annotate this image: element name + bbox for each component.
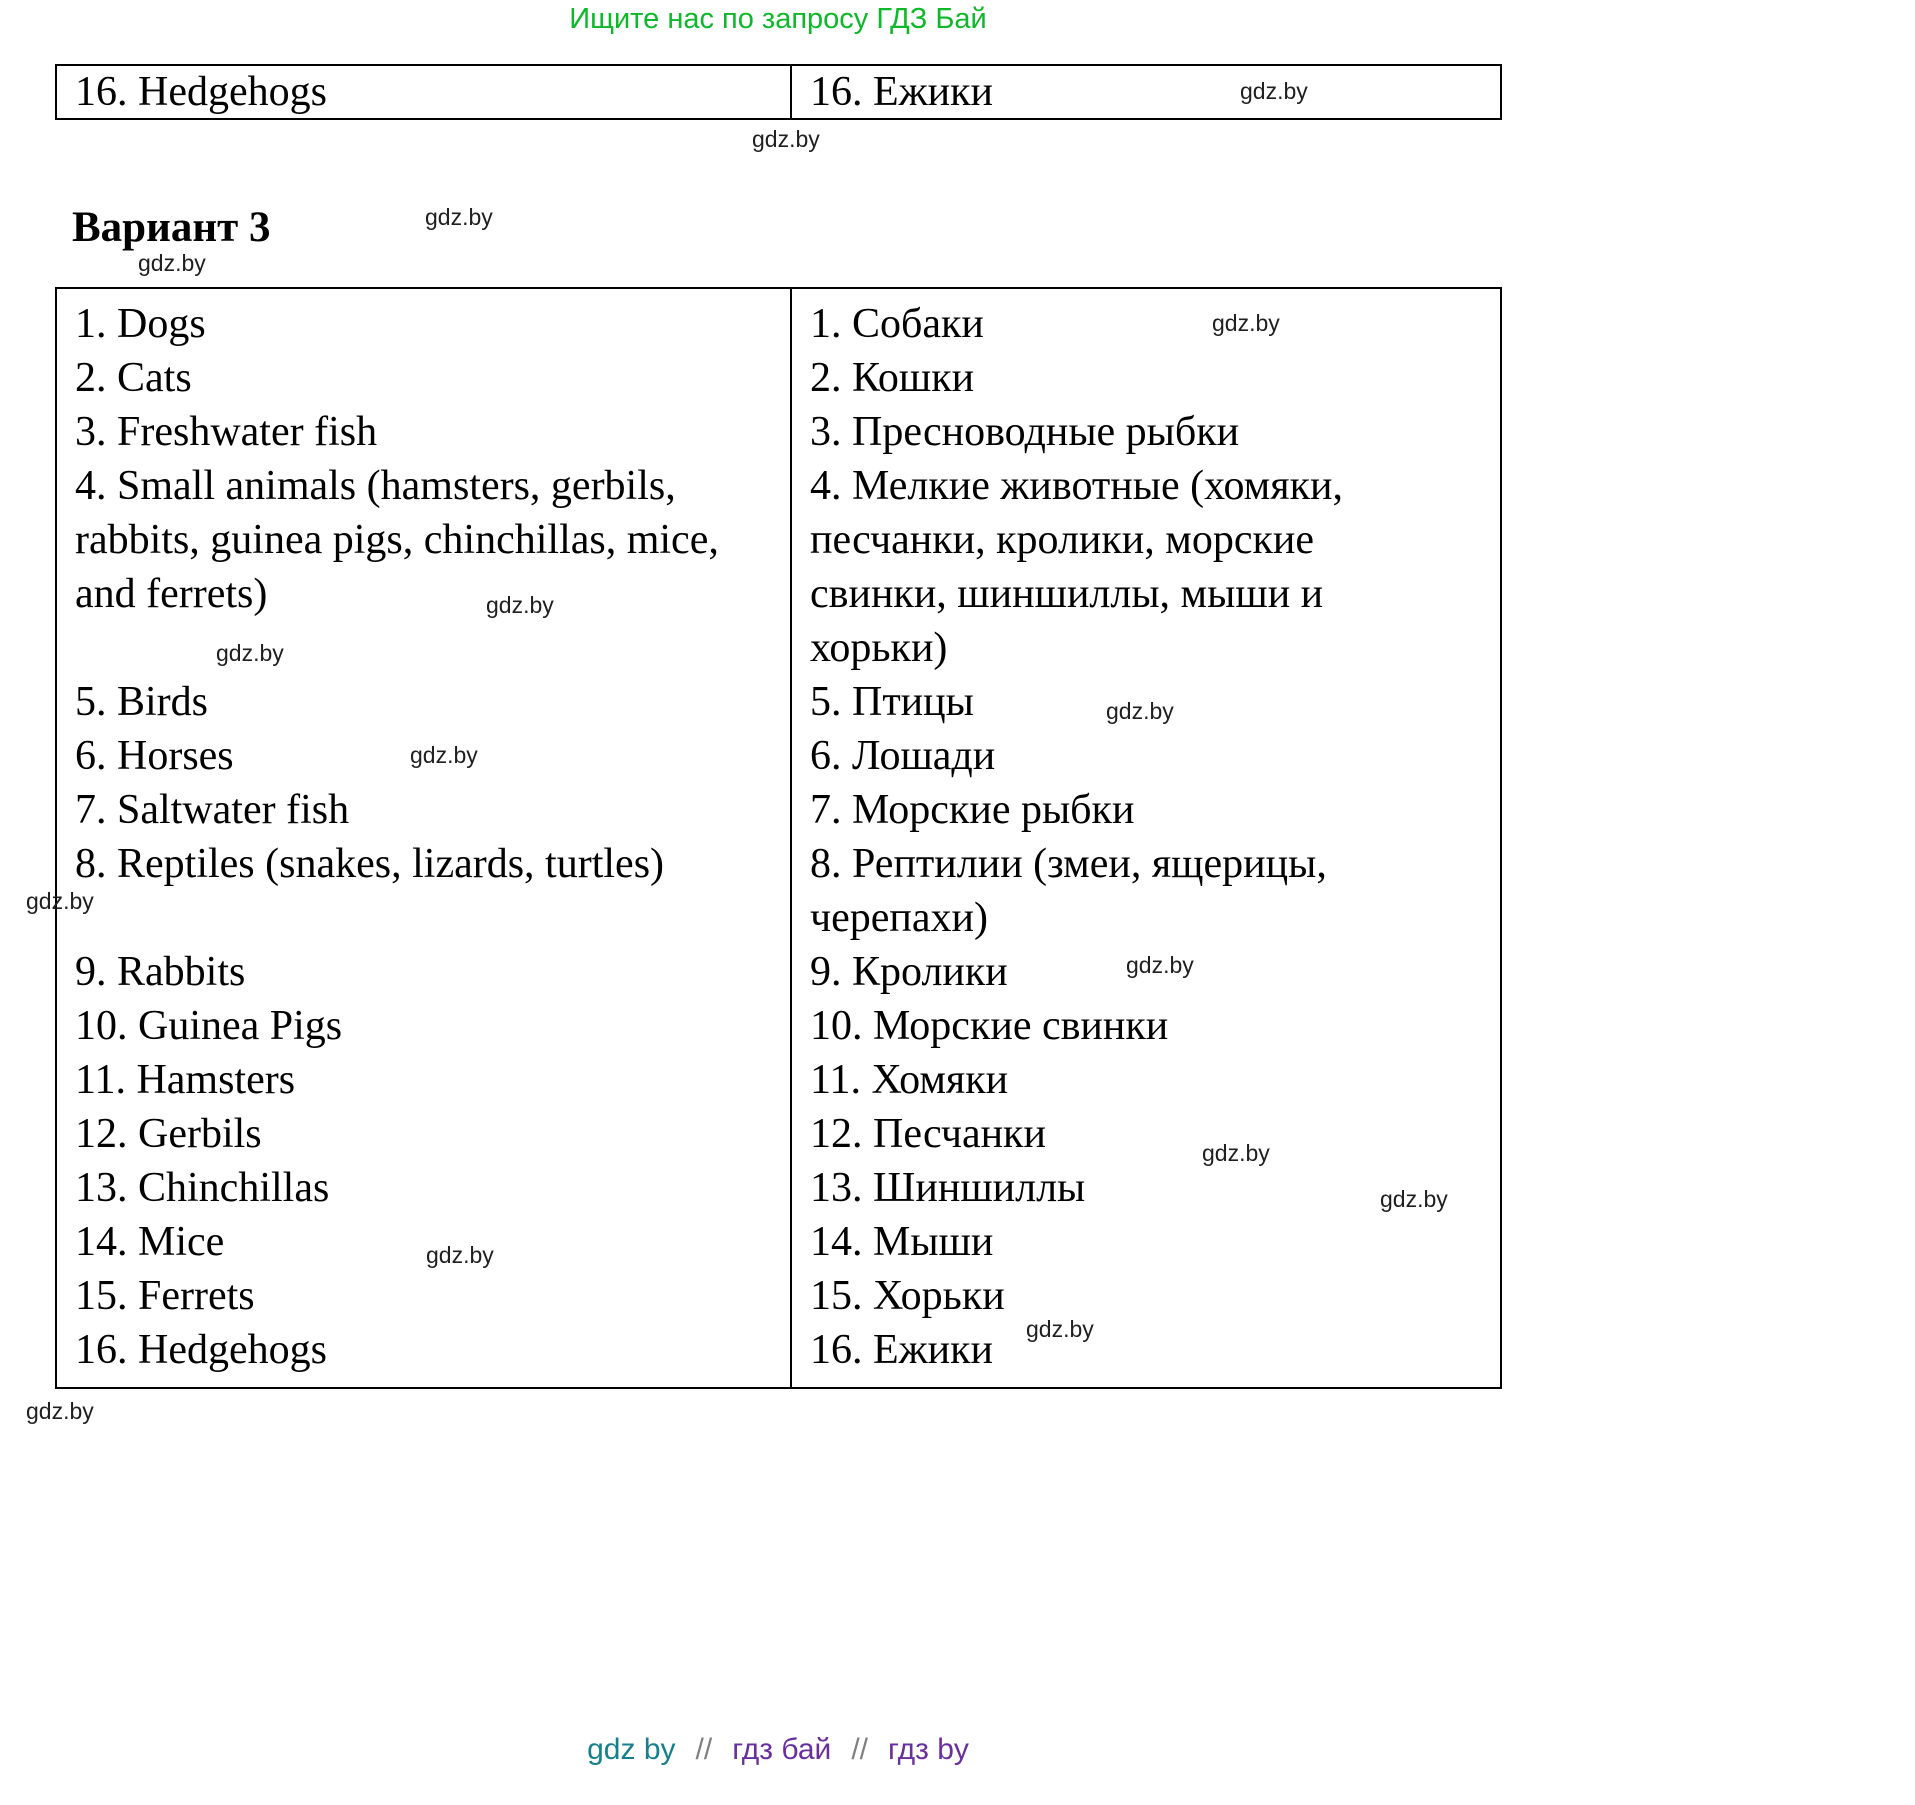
cell-en: 2. Cats xyxy=(75,355,192,401)
table-row xyxy=(56,1323,1501,1388)
cell-ru: 13. Шиншиллы xyxy=(791,1161,1501,1215)
cell-en: 14. Mice xyxy=(75,1219,225,1265)
cell-ru: 7. Морские рыбки xyxy=(791,783,1501,837)
cell-ru: 8. Рептилии (змеи, ящерицы, черепахи) xyxy=(791,837,1501,945)
watermark-gdz-by: gdz.by xyxy=(26,888,94,914)
cell-en: 16. Hedgehogs xyxy=(75,1327,327,1373)
cell-ru: 4. Мелкие животные (хомяки, песчанки, кролики, морские свинки, шиншиллы, мыши и хорьки) xyxy=(791,459,1501,675)
watermark-gdz-by: gdz.by xyxy=(1212,310,1280,336)
top-banner-text: Ищите нас по запросу ГДЗ Бай xyxy=(569,3,987,35)
table-row xyxy=(56,675,1501,729)
table-row xyxy=(56,1215,1501,1269)
table-row xyxy=(56,288,1501,351)
cell-en: 15. Ferrets xyxy=(75,1273,255,1319)
watermark-gdz-by: gdz.by xyxy=(1106,698,1174,724)
watermark-gdz-by: gdz.by xyxy=(138,250,206,276)
table-row xyxy=(56,837,1501,945)
cell-ru: 12. Песчанки xyxy=(791,1107,1501,1161)
table-row xyxy=(56,783,1501,837)
watermark-gdz-by: gdz.by xyxy=(410,742,478,768)
watermark-gdz-by: gdz.by xyxy=(1240,78,1308,104)
cell-ru: 1. Собаки xyxy=(791,288,1501,351)
footer-separator: // xyxy=(695,1733,713,1766)
cell-en: 10. Guinea Pigs xyxy=(75,1003,343,1049)
table-row xyxy=(56,1107,1501,1161)
main-table xyxy=(55,287,1502,1389)
watermark-gdz-by: gdz.by xyxy=(216,640,284,666)
cell-en: 4. Small animals (hamsters, gerbils, rabbits, guinea pigs, chinchillas, mice, and ferrets) xyxy=(75,463,719,617)
cell-en: 6. Horses xyxy=(75,733,234,779)
footer-separator: // xyxy=(851,1733,868,1766)
top-table-cell-ru: 16. Ежики xyxy=(791,65,1501,119)
table-row xyxy=(56,1053,1501,1107)
footer-link-gdz-by-cyr[interactable]: гдз by xyxy=(888,1733,969,1766)
table-row xyxy=(56,405,1501,459)
watermark-gdz-by: gdz.by xyxy=(1202,1140,1270,1166)
table-row xyxy=(56,999,1501,1053)
cell-en: 8. Reptiles (snakes, lizards, turtles) xyxy=(75,841,665,887)
footer-link-gdz-by-latin[interactable]: gdz by xyxy=(587,1733,676,1766)
table-row xyxy=(56,1269,1501,1323)
cell-ru: 11. Хомяки xyxy=(791,1053,1501,1107)
cell-ru: 10. Морские свинки xyxy=(791,999,1501,1053)
cell-en: 12. Gerbils xyxy=(75,1111,262,1157)
cell-ru: 16. Ежики xyxy=(791,1323,1501,1388)
watermark-gdz-by: gdz.by xyxy=(486,592,554,618)
table-row xyxy=(56,729,1501,783)
watermark-gdz-by: gdz.by xyxy=(425,204,493,230)
table-row xyxy=(56,351,1501,405)
cell-ru: 3. Пресноводные рыбки xyxy=(791,405,1501,459)
watermark-gdz-by: gdz.by xyxy=(752,126,820,152)
cell-ru: 5. Птицы xyxy=(791,675,1501,729)
cell-en: 3. Freshwater fish xyxy=(75,409,378,455)
footer-link-gdz-bai[interactable]: гдз бай xyxy=(732,1733,832,1766)
cell-en: 11. Hamsters xyxy=(75,1057,296,1103)
cell-ru: 9. Кролики xyxy=(791,945,1501,999)
watermark-gdz-by: gdz.by xyxy=(26,1398,94,1424)
watermark-gdz-by: gdz.by xyxy=(426,1242,494,1268)
watermark-gdz-by: gdz.by xyxy=(1126,952,1194,978)
cell-en: 7. Saltwater fish xyxy=(75,787,350,833)
table-row xyxy=(56,945,1501,999)
section-heading: Вариант 3 xyxy=(72,204,271,251)
cell-en: 1. Dogs xyxy=(75,301,206,347)
watermark-gdz-by: gdz.by xyxy=(1380,1186,1448,1212)
table-row xyxy=(56,1161,1501,1215)
cell-en: 13. Chinchillas xyxy=(75,1165,330,1211)
cell-ru: 2. Кошки xyxy=(791,351,1501,405)
cell-en: 5. Birds xyxy=(75,679,209,725)
footer xyxy=(0,1733,1556,1767)
cell-ru: 6. Лошади xyxy=(791,729,1501,783)
cell-ru: 15. Хорьки xyxy=(791,1269,1501,1323)
cell-en: 9. Rabbits xyxy=(75,949,246,995)
cell-ru: 14. Мыши xyxy=(791,1215,1501,1269)
watermark-gdz-by: gdz.by xyxy=(1026,1316,1094,1342)
top-table-cell-en: 16. Hedgehogs xyxy=(75,69,327,115)
